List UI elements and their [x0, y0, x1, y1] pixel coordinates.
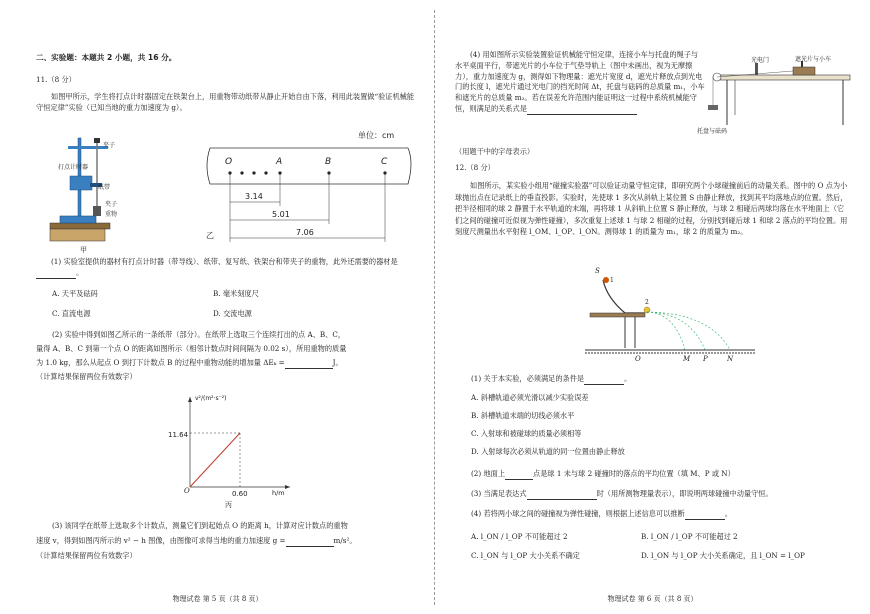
label-ball1: 1	[610, 277, 614, 284]
q11-part2-line1: (2) 实验中得到如图乙所示的一条纸带（部分）。在纸带上选取三个连续打出的点 A、B、C，	[52, 330, 346, 339]
label-clip2: 夹子	[105, 201, 118, 208]
q12-option-a: A. 斜槽轨道必须光滑以减少实验误差	[471, 393, 589, 402]
label-o: O	[635, 355, 641, 363]
label-ball2: 2	[645, 299, 649, 306]
q12-part3: (3) 当满足表达式 时（用所测物理量表示），即说明两球碰撞中动量守恒。	[471, 489, 773, 498]
dist-oc: 7.06	[296, 228, 314, 237]
x-value: 0.60	[232, 490, 248, 498]
left-footer: 物理试卷 第 5 页（共 8 页）	[172, 594, 263, 603]
x-axis-label: h/m	[272, 489, 285, 497]
point-c: C	[381, 157, 388, 167]
q12-part4-option-b: B. l_ON / l_OP 不可能超过 2	[641, 532, 738, 541]
point-b: B	[325, 157, 332, 167]
section-title: 二、实验题：本题共 2 小题，共 16 分。	[36, 53, 177, 62]
figure-bing-caption: 丙	[225, 501, 232, 509]
dist-ob: 5.01	[272, 210, 290, 219]
label-n: N	[727, 355, 734, 363]
label-timer: 打点计时器	[58, 164, 89, 171]
q12-part4-option-c: C. l_ON 与 l_OP 大小关系不确定	[471, 551, 580, 560]
q12-part4-option-a: A. l_ON / l_OP 不可能超过 2	[471, 532, 568, 541]
label-clip: 夹子	[103, 142, 116, 149]
y-value: 11.64	[168, 431, 189, 439]
q11-part2-line3: 为 1.0 kg，那么从起点 O 到打下计数点 B 的过程中重物动能的增加量 ΔEₖ = J。	[36, 358, 343, 367]
right-page	[435, 0, 870, 614]
q12-part4: (4) 若将两小球之间的碰撞视为弹性碰撞，则根据上述信息可以推断 。	[471, 509, 732, 518]
figure-jia-caption: 甲	[80, 246, 87, 254]
q12-part2: (2) 地面上 点是球 1 未与球 2 碰撞时的落点的平均位置（填 M、P 或 N）	[471, 469, 735, 478]
dist-oa: 3.14	[245, 192, 263, 201]
right-footer: 物理试卷 第 6 页（共 8 页）	[607, 594, 698, 603]
q11-part3-line2: 速度 v，得到如图丙所示的 v² − h 图像，由图像可求得当地的重力加速度 g = m/s²。	[36, 536, 357, 545]
tape-figure	[200, 140, 415, 250]
label-s: S	[595, 267, 600, 275]
q12-part1: (1) 关于本实验，必须满足的条件是 。	[471, 374, 632, 383]
point-o: O	[225, 157, 233, 167]
q11-intro: 如图甲所示，学生将打点计时器固定在铁架台上，用重物带动纸带从静止开始自由下落，利用此装置做“验证机械能守恒定律”实验（已知当地的重力加速度为 g）。	[36, 92, 415, 112]
y-axis-label: v²/(m²·s⁻²)	[195, 395, 227, 402]
label-m: M	[683, 355, 691, 363]
cart-apparatus-figure	[705, 55, 855, 135]
unit-label: 单位：cm	[358, 131, 395, 140]
q11-part3-line1: (3) 该同学在纸带上选取多个计数点，测量它们到起始点 O 的距离 h，计算对应计数点的重物	[52, 521, 348, 530]
label-tape: 纸带	[98, 184, 111, 191]
q11-part2-line2: 量得 A、B、C 到第一个点 O 的距离如图所示（相邻计数点时间间隔为 0.02 s），所用重物的质量	[36, 344, 347, 353]
point-a: A	[276, 157, 283, 167]
q11-part2-note: （计算结果保留两位有效数字）	[36, 372, 137, 381]
q12-option-d: D. 入射球每次必须从轨道的同一位置由静止释放	[471, 447, 625, 456]
q11-part4: (4) 用如图所示实验装置验证机械能守恒定律，连接小车与托盘的绳子与水平桌面平行，带遮光片的小车位于气垫导轨上（图中未画出，视为无摩擦力），重力加速度为 g，测得如下物理量：遮光片宽度 d，遮光片释放点到光电门的长度 l，遮光片通过光电门的挡光时间 Δt，托盘与砝码的总质量 m₁，小车和遮光片的总质量 m₂。若在误差允许范围内能证明这一过程中系统机械能守恒，则满足的关系式是	[455, 50, 705, 113]
label-tray: 托盘与砝码	[697, 128, 728, 135]
figure-yi-caption: 乙	[206, 231, 214, 240]
q12-option-b: B. 斜槽轨道末端的切线必须水平	[471, 411, 575, 420]
q12-number: 12.（8 分）	[455, 163, 495, 172]
option-d: D. 交流电源	[213, 309, 252, 318]
q11-number: 11.（8 分）	[36, 75, 76, 84]
q11-part3-note: （计算结果保留两位有效数字）	[36, 551, 137, 560]
label-weight: 重物	[105, 211, 118, 218]
label-p: P	[703, 355, 708, 363]
graph-origin: O	[184, 487, 190, 495]
q12-intro: 如图所示，某实验小组用“碰撞实验器”可以验证动量守恒定律，即研究两个小球碰撞前后的动量关系。图中的 O 点为小球抛出点在记录纸上的垂直投影。实验时，先使球 1 多次从斜轨上某位置 S 由静止释放，找到其平均落地点的位置。然后，把半径相同的球 2 静置于水平轨道的末端，再将球 1 从斜轨上位置 S 静止释放，与球 2 相碰后两球均落在水平地面上（它们之间的碰撞可近似视为弹性碰撞），多次重复上述球 1 与球 2 相碰的过程，分别找到碰后球 1 和球 2 落点的平均位置。用刻度尺测量出水平射程 l_OM、l_OP、l_ON。测得球 1 的质量为 m₁，球 2 的质量为 m₂。	[455, 181, 848, 237]
option-b: B. 毫米刻度尺	[213, 289, 259, 298]
label-photogate: 光电门	[751, 57, 770, 64]
option-c: C. 直流电源	[52, 309, 91, 318]
q11-part1: (1) 实验室提供的器材有打点计时器（带导线）、纸带、复写纸、铁架台和带夹子的重物，此外还需要的器材是。	[36, 257, 418, 279]
q12-part4-option-d: D. l_ON 与 l_OP 大小关系确定，且 l_ON = l_OP	[641, 551, 805, 560]
option-a: A. 天平及砝码	[52, 289, 98, 298]
q11-part4-note: （用题干中的字母表示）	[455, 147, 535, 156]
label-cart: 遮光片与小车	[795, 56, 832, 63]
q12-option-c: C. 入射球和被碰球的质量必须相等	[471, 429, 582, 438]
